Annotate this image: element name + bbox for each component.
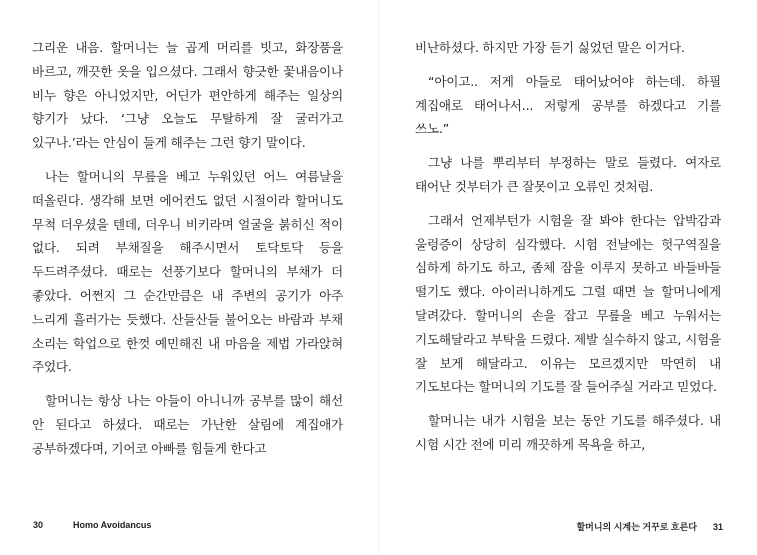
right-page-number: 31 <box>712 522 723 532</box>
right-paragraph-5: 할머니는 내가 시험을 보는 동안 기도를 해주셨다. 내 시험 시간 전에 미리 깨끗하게 목욕을 하고, <box>415 413 721 452</box>
right-paragraph-3: 그냥 나를 뿌리부터 부정하는 말로 들렸다. 여자로 태어난 것부터가 큰 잘못이고 오류인 것처럼. <box>415 155 721 194</box>
right-paragraph-4: 그래서 언제부턴가 시험을 잘 봐야 한다는 압박감과 울렁증이 상당히 심각했다. 시험 전날에는 헛구역질을 심하게 하기도 하고, 좀체 잠을 이루지 못하고 바들바들 떨기도 했다. 아이러니하게도 그럴 때면 늘 할머니에게 달려갔다. 할머니의 손을 잡고 무릎을 베고 누워서는 기도해달라고 부탁을 드렸다. 제발 실수하지 않고, 시험을 잘 보게 해달라고. 이유는 모르겠지만 막연히 내 기도보다는 할머니의 기도를 잘 들어주실 거라고 믿었다. <box>415 212 721 395</box>
left-page <box>0 0 378 555</box>
right-running-title: 할머니의 시계는 거꾸로 흐른다 <box>576 522 697 532</box>
left-page-number: 30 <box>33 520 44 530</box>
left-paragraph-2: 나는 할머니의 무릎을 베고 누워있던 어느 여름날을 떠올린다. 생각해 보면 에어컨도 없던 시절이라 할머니도 무척 더우셨을 텐데, 더우니 비키라며 얼굴을 붉히신 적이 없다. 되려 부채질을 해주시면서 토닥토닥 등을 두드려주셨다. 때로는 선풍기보다 할머니의 부채가 더 좋았다. 어쩐지 그 순간만큼은 내 주변의 공기가 아주 느리게 흘러가는 듯했다. 산들산들 불어오는 바람과 부채 소리는 학업으로 한껏 예민해진 내 마음을 제법 가라앉혀 주었다. <box>32 168 343 375</box>
left-paragraph-1: 그리운 내음. 할머니는 늘 곱게 머리를 빗고, 화장품을 바르고, 깨끗한 옷을 입으셨다. 그래서 향긋한 꽃내음이나 비누 향은 아니었지만, 어딘가 편안하게 해주는 일상의 향기가 났다. ‘그냥 오늘도 무탈하게 잘 굴러가고 있구나.’라는 안심이 들게 해주는 그런 향기 말이다. <box>32 40 343 151</box>
left-footer <box>33 520 151 530</box>
right-page <box>379 0 757 555</box>
left-paragraph-3: 할머니는 항상 나는 아들이 아니니까 공부를 많이 해선 안 된다고 하셨다. 때로는 가난한 살림에 계집애가 공부하겠다며, 기어코 아빠를 힘들게 한다고 <box>32 393 343 456</box>
right-paragraph-1: 비난하셨다. 하지만 가장 듣기 싫었던 말은 이거다. <box>415 40 685 55</box>
left-running-title: Homo Avoidancus <box>73 520 152 530</box>
right-paragraph-2: “아이고.. 저게 아들로 태어났어야 하는데. 하필 계집애로 태어나서... 저렇게 공부를 하겠다고 기를 쓰노.” <box>415 73 721 137</box>
right-footer <box>576 520 723 533</box>
